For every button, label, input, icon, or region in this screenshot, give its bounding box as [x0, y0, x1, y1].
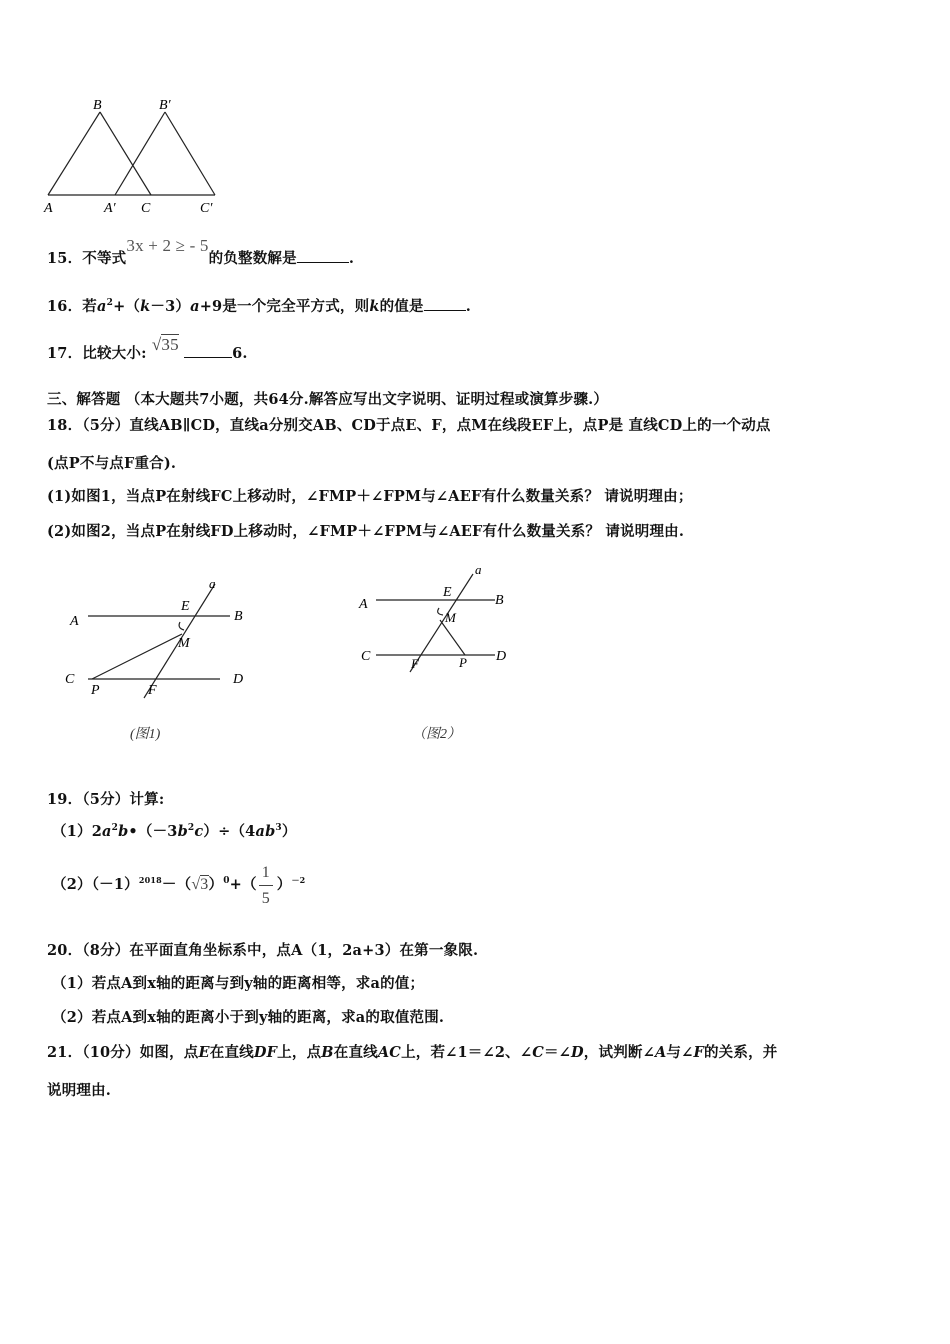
q19-p2-sqrt: √3	[191, 875, 209, 893]
fig2-label-E: E	[443, 585, 452, 600]
q19-p1-exp2: 2	[187, 823, 195, 834]
q19-part-2	[52, 857, 306, 907]
q19-p2-mid: －（	[161, 875, 192, 893]
fig1-label-A: A	[70, 614, 79, 629]
fig1-caption: (图1)	[130, 727, 161, 742]
q19-p1-exp3: 3	[275, 823, 282, 834]
q21-F: F	[693, 1044, 704, 1061]
label-B-prime: B′	[159, 98, 171, 113]
q16-minus3: －3）	[150, 298, 191, 315]
fig1-label-a: a	[209, 576, 216, 591]
q21-C: C	[532, 1044, 544, 1061]
q19-p2-exp-0: 0	[223, 876, 230, 886]
q19-p1-c: c	[194, 823, 204, 840]
q19-p1-pre: （1）2	[52, 823, 102, 840]
q19-p1-exp1: 2	[111, 823, 119, 834]
label-B: B	[93, 98, 102, 113]
fig2-label-a: a	[475, 562, 482, 577]
q16-var-a: a	[96, 298, 107, 315]
q17-radicand: 35	[161, 335, 179, 354]
fig2-label-M: M	[445, 610, 456, 625]
q19-p1-ab: ab	[255, 823, 276, 840]
q16-number: 16．若	[47, 298, 97, 315]
fig2-label-F: F	[411, 656, 419, 671]
label-A: A	[44, 201, 53, 216]
q19-p1-b: b	[118, 823, 129, 840]
q21-E: E	[198, 1044, 210, 1061]
q21-line-1	[47, 1041, 777, 1062]
q20-part-2: （2）若点A到x轴的距离小于到y轴的距离，求a的取值范围.	[52, 1009, 445, 1026]
q21-B: B	[321, 1044, 334, 1061]
q17-answer-blank[interactable]	[184, 345, 232, 358]
fig1-label-P: P	[91, 683, 100, 698]
q15-tail: 的负整数解是	[208, 250, 297, 267]
q19-p2-fraction	[257, 865, 277, 905]
q16-plus9: +9是一个完全平方式，则	[199, 298, 370, 315]
q15-inequality: 3x + 2 ≥ - 5	[126, 236, 209, 255]
q19-p1-b2: b	[177, 823, 188, 840]
q19-p2-plus: +（	[229, 875, 257, 893]
figure-2	[355, 560, 525, 750]
label-C: C	[141, 201, 151, 216]
q16-var-a2: a	[190, 298, 200, 315]
q21-pre: 21．（10分）如图，点	[47, 1044, 199, 1061]
fig1-label-C: C	[65, 672, 75, 687]
figure-triangles	[40, 94, 230, 219]
q18-part-1: (1)如图1，当点P在射线FC上移动时，∠FMP＋∠FPM与∠AEF有什么数量关系？ 请说明理由；	[47, 488, 693, 505]
q19-p1-dot: •（－3	[128, 823, 178, 840]
fig1-label-F: F	[148, 683, 157, 698]
section-3-title: 三、解答题 （本大题共7小题，共64分.解答应写出文字说明、证明过程或演算步骤.）	[47, 391, 609, 408]
q16-var-k: k	[140, 298, 151, 315]
q18-line-1: 18．（5分）直线AB∥CD，直线a分别交AB、CD于点E、F，点M在线段EF上，点P是 直线CD上的一个动点	[47, 417, 771, 434]
q21-line-2: 说明理由.	[47, 1082, 112, 1099]
q21-s2: 上，点	[277, 1044, 322, 1061]
q19-p1-mid: ）÷（4	[203, 823, 256, 840]
figure-1	[60, 570, 260, 750]
q21-A: A	[654, 1044, 667, 1061]
q19-p2-close: ）	[276, 875, 292, 893]
q16-tail: 的值是	[379, 298, 424, 315]
q16-end: .	[465, 298, 471, 315]
q19-title: 19．（5分）计算:	[47, 791, 165, 808]
q20-part-1: （1）若点A到x轴的距离与到y轴的距离相等，求a的值；	[52, 975, 425, 992]
q19-p2-mid2: ）	[208, 875, 224, 893]
q18-part-2: (2)如图2，当点P在射线FD上移动时，∠FMP＋∠FPM与∠AEF有什么数量关系？ 请说明理由.	[47, 523, 685, 540]
q18-line-2: (点P不与点F重合).	[47, 455, 177, 472]
q15-end: .	[348, 250, 355, 267]
q21-s6: ，试判断∠	[583, 1044, 655, 1061]
fig2-caption: （图2）	[412, 727, 461, 742]
q21-D: D	[571, 1044, 584, 1061]
fig1-label-M: M	[178, 636, 190, 651]
q15-number: 15．不等式	[47, 250, 127, 267]
question-17	[47, 335, 248, 363]
label-A-prime: A′	[104, 201, 116, 216]
q16-plus: +（	[113, 298, 141, 315]
fig1-label-E: E	[181, 599, 190, 614]
q21-AC: AC	[377, 1044, 402, 1061]
q21-s3: 在直线	[333, 1044, 378, 1061]
q21-DF: DF	[253, 1044, 278, 1061]
q17-sqrt: √35	[151, 335, 179, 354]
question-16	[47, 295, 471, 316]
q19-part-1	[52, 820, 297, 841]
q21-s4: 上，若∠1＝∠2、∠	[401, 1044, 533, 1061]
q19-p2-numerator: 1	[261, 863, 270, 881]
fig2-label-D: D	[496, 649, 507, 664]
q19-p2-denominator: 5	[261, 889, 270, 907]
fig2-label-A: A	[359, 597, 368, 612]
q19-p1-a: a	[101, 823, 112, 840]
fig2-label-B: B	[495, 593, 504, 608]
fig2-label-C: C	[361, 649, 371, 664]
q21-s1: 在直线	[209, 1044, 254, 1061]
q20-title: 20．（8分）在平面直角坐标系中，点A（1，2a+3）在第一象限.	[47, 942, 479, 959]
question-15	[47, 236, 355, 268]
q19-p2-exp-neg2: －2	[291, 875, 306, 885]
fig1-label-B: B	[234, 609, 243, 624]
q21-s8: 的关系，并	[703, 1044, 778, 1061]
label-C-prime: C′	[200, 201, 213, 216]
fig2-label-P: P	[459, 655, 467, 670]
q16-exponent: 2	[106, 298, 114, 309]
q21-s7: 与∠	[666, 1044, 694, 1061]
q17-tail: 6.	[232, 345, 248, 362]
q17-number: 17．比较大小:	[47, 345, 147, 362]
fig1-label-D: D	[233, 672, 244, 687]
q19-p2-pre: （2）（－1）	[52, 875, 139, 893]
q19-p2-exp-2018: 2018	[138, 875, 162, 885]
q15-answer-blank[interactable]	[297, 250, 349, 263]
q16-answer-blank[interactable]	[424, 298, 466, 311]
q21-s5: ＝∠	[543, 1044, 572, 1061]
q19-p1-end: ）	[281, 823, 297, 840]
q16-var-k2: k	[369, 298, 380, 315]
q19-p2-radicand: 3	[200, 875, 209, 893]
